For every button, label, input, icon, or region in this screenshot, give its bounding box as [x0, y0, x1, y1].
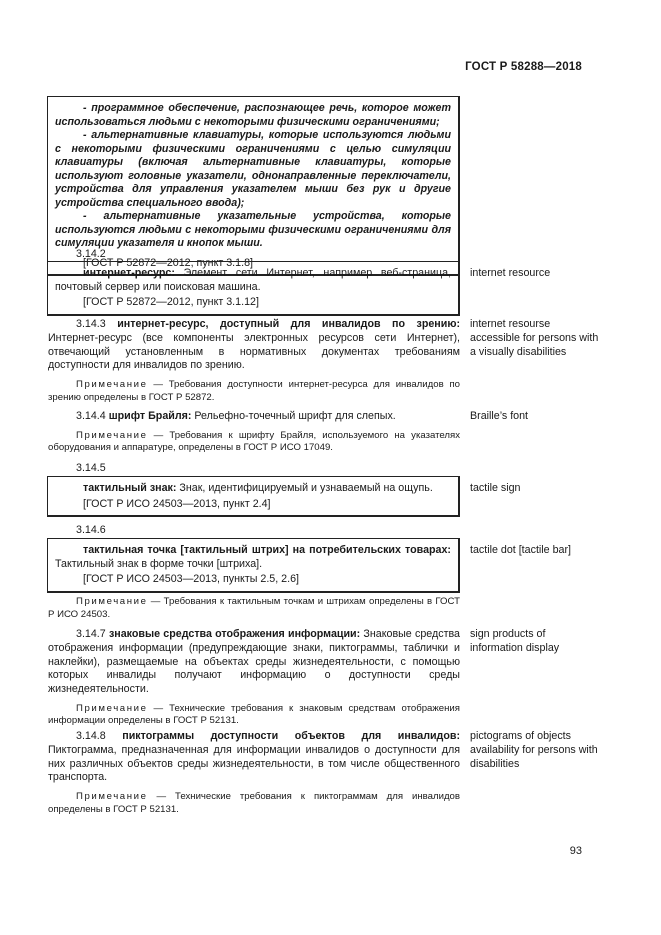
note-label: Примечание	[76, 791, 148, 803]
english-term: tactile dot [tactile bar]	[470, 544, 571, 556]
note-text: — Технические требования к знаковым средствам отображения информации определены в ГОСТ Р 52131.	[48, 702, 460, 727]
definition-box-3-14-5	[47, 476, 460, 517]
term: знаковые средства отображения информации:	[108, 628, 361, 640]
definition: Пиктограмма, предназначенная для информации инвалидов о доступности для них различных объектов среды жизнедеятельности, в том числе общественного транспорта.	[48, 743, 460, 784]
definition: Интернет-ресурс (все компоненты электронных ресурсов сети Интернет), отвечающий установленным в нормативных документах требованиям доступности для инвалидов по зрению.	[48, 331, 460, 372]
english-term: Braille’s font	[470, 410, 529, 422]
term-entry-3-14-7: 3.14.7 знаковые средства отображения информации: Знаковые средства отображения информации (предупреждающие знаки, пиктограммы, таблички и наклейки), размещаемые на объектах среды жизнедеятельности, с помощью которых инвалиды получают информацию о доступности среды жизнедеятельности. Примечание — Технические требования к знаковым средствам отображения информации определены в ГОСТ Р 52131.	[48, 628, 460, 727]
definition-box-3-14-6	[47, 538, 460, 593]
term: шрифт Брайля:	[108, 410, 192, 422]
term: пиктограммы доступности объектов для инвалидов:	[122, 730, 460, 742]
definition: Рельефно-точечный шрифт для слепых.	[191, 410, 396, 422]
document-header: ГОСТ Р 58288—2018	[465, 61, 582, 73]
definition: Знаковые средства отображения информации (предупреждающие знаки, пиктограммы, таблички и наклейки), размещаемые на объектах среды жизнедеятельности, с помощью которых инвалиды получают информацию о доступности среды жизнедеятельности.	[48, 628, 460, 696]
list-item: - альтернативные клавиатуры, которые используются людьми с некоторыми физическими ограничениями с целью симуляции клавиатуры (включая альтернативные клавиатуры, которые используют головные указатели, однонаправленные переключатели, устройства для управления указателем мыши без рук и другие устройства специального ввода);	[55, 129, 451, 209]
list-item: - программное обеспечение, распознающее речь, которое может использоваться людьми с некоторыми физическими ограничениями;	[55, 102, 451, 128]
english-term: tactile sign	[470, 482, 521, 494]
note-label: Примечание	[76, 702, 148, 714]
english-term: internet resourse accessible for persons with a visually disabilities	[470, 318, 599, 358]
source-reference: [ГОСТ Р ИСО 24503—2013, пункты 2.5, 2.6]	[83, 573, 299, 585]
english-term: sign products of information display	[470, 628, 560, 654]
source-reference: [ГОСТ Р 52872—2012, пункт 3.1.8]	[83, 256, 253, 269]
term-number: 3.14.5	[76, 462, 106, 474]
english-term: pictograms of objects availability for persons with disabilities	[470, 730, 598, 770]
page-number: 93	[569, 845, 582, 857]
source-reference: [ГОСТ Р ИСО 24503—2013, пункт 2.4]	[83, 497, 271, 510]
list-item: - альтернативные указательные устройства, которые используются людьми с некоторыми физическими ограничениями для симуляции указателя и кнопок мыши.	[55, 210, 451, 249]
term: тактильный знак:	[83, 482, 177, 494]
note-text: — Требования доступности интернет-ресурса для инвалидов по зрению определены в ГОСТ Р 52872.	[48, 379, 460, 403]
note-label: Примечание	[76, 429, 148, 441]
note-text: — Технические требования к пиктограммам для инвалидов определены в ГОСТ Р 52131.	[48, 791, 460, 815]
definition: Тактильный знак в форме точки [штриха].	[55, 557, 263, 570]
definition-box-3-14-2	[47, 261, 460, 316]
term-number: 3.14.2	[76, 248, 106, 260]
note-label: Примечание	[76, 379, 148, 391]
term-entry-3-14-4: 3.14.4 шрифт Брайля: Рельефно-точечный шрифт для слепых. Примечание — Требования к шрифту Брайля, используемого на указателях оборудования и аппаратуре, определены в ГОСТ Р ИСО 17049.	[48, 410, 460, 454]
term-entry-3-14-8: 3.14.8 пиктограммы доступности объектов для инвалидов: Пиктограмма, предназначенная для информации инвалидов о доступности для них различных объектов среды жизнедеятельности, в том числе общественного транспорта. Примечание — Технические требования к пиктограммам для инвалидов определены в ГОСТ Р 52131.	[48, 730, 460, 815]
term: тактильная точка [тактильный штрих] на потребительских товарах:	[83, 544, 451, 556]
term: интернет-ресурс, доступный для инвалидов по зрению:	[117, 318, 461, 330]
term-number: 3.14.6	[76, 524, 106, 536]
note-label: Примечание	[76, 596, 148, 607]
note-text: — Требования к шрифту Брайля, используемого на указателях оборудования и аппаратуре, определены в ГОСТ Р ИСО 17049.	[48, 429, 460, 454]
definition: Элемент сети Интернет, например веб-страница, почтовый сервер или поисковая машина.	[55, 267, 451, 293]
note	[48, 596, 460, 621]
term-entry-3-14-3: 3.14.3 интернет-ресурс, доступный для инвалидов по зрению: Интернет-ресурс (все компоненты электронных ресурсов сети Интернет), отвечающий установленным в нормативных документах требованиям доступности для инвалидов по зрению. Примечание — Требования доступности интернет-ресурса для инвалидов по зрению определены в ГОСТ Р 52872.	[48, 318, 461, 403]
source-reference: [ГОСТ Р 52872—2012, пункт 3.1.12]	[83, 296, 259, 308]
english-term: internet resource	[470, 267, 551, 279]
note-text: — Требования к тактильным точкам и штрихам определены в ГОСТ Р ИСО 24503.	[48, 596, 460, 620]
definition: Знак, идентифицируемый и узнаваемый на ощупь.	[176, 482, 433, 494]
term: интернет-ресурс:	[83, 267, 175, 279]
